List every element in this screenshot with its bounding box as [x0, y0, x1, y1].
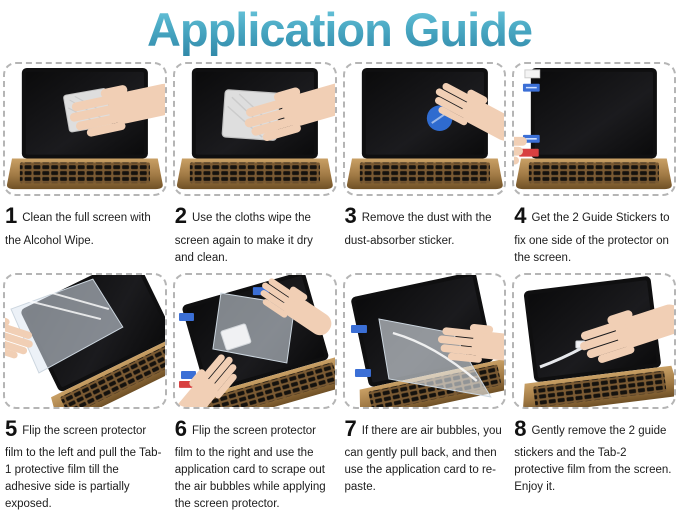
step-6-text: Flip the screen protector film to the right and use the application card to scrape out the air bubbles while applying the screen protector. — [174, 424, 326, 511]
step-3-caption — [345, 200, 505, 262]
step-8-image-frame — [512, 273, 676, 409]
step-5-caption — [5, 413, 165, 514]
guide-sticker-icon — [350, 325, 366, 333]
laptop-cloth-wipe-icon — [175, 64, 335, 194]
step-5-image-frame — [3, 273, 167, 409]
laptop-remove-tab2-icon — [514, 275, 674, 407]
step-6-number: 6 — [174, 415, 187, 441]
step-1-caption — [5, 200, 165, 262]
guide-sticker-icon — [354, 369, 370, 377]
step-2 — [173, 62, 337, 273]
step-1 — [3, 62, 167, 273]
step-3 — [343, 62, 507, 273]
laptop-alcohol-wipe-icon — [5, 64, 165, 194]
step-3-number: 3 — [344, 203, 357, 228]
step-7-number: 7 — [344, 415, 357, 441]
step-7-text: If there are air bubbles, you can gently pull back, and then use the application card to re-paste. — [344, 424, 502, 494]
step-8-number: 8 — [514, 415, 527, 441]
step-1-number: 1 — [5, 203, 18, 228]
step-5-number: 5 — [5, 415, 18, 441]
step-7-image-frame — [343, 273, 507, 409]
steps-row-1 — [3, 62, 676, 273]
step-7-caption — [345, 413, 505, 497]
step-4-image-frame — [512, 62, 676, 196]
step-4 — [512, 62, 676, 273]
laptop-flip-film-left-icon — [5, 275, 165, 407]
step-3-image-frame — [343, 62, 507, 196]
step-4-text: Get the 2 Guide Stickers to fix one side of the protector on the screen. — [514, 212, 670, 264]
step-6-caption — [175, 413, 335, 514]
laptop-guide-stickers-icon — [514, 64, 674, 194]
white-sticker-icon — [525, 70, 540, 78]
step-2-number: 2 — [174, 203, 187, 228]
step-8-caption — [514, 413, 674, 497]
page-title: Application Guide — [3, 0, 676, 62]
step-4-caption — [514, 200, 674, 267]
step-6-image-frame — [173, 273, 337, 409]
laptop-application-card-icon — [175, 275, 335, 407]
laptop-dust-absorber-sticker-icon — [345, 64, 505, 194]
step-3-text: Remove the dust with the dust-absorber sticker. — [344, 212, 492, 247]
step-2-text: Use the cloths wipe the screen again to make it dry and clean. — [174, 212, 313, 264]
step-1-image-frame — [3, 62, 167, 196]
step-5-text: Flip the screen protector film to the left and pull the Tab-1 protective film till the adhesive side is partially exposed. — [5, 424, 162, 511]
step-2-image-frame — [173, 62, 337, 196]
step-8 — [512, 273, 676, 520]
laptop-pull-back-film-icon — [345, 275, 505, 407]
guide-sticker-icon — [179, 313, 194, 321]
step-2-caption — [175, 200, 335, 267]
step-6 — [173, 273, 337, 520]
steps-row-2 — [3, 273, 676, 520]
step-1-text: Clean the full screen with the Alcohol Wipe. — [5, 212, 151, 247]
step-4-number: 4 — [514, 203, 527, 228]
step-7 — [343, 273, 507, 520]
step-8-text: Gently remove the 2 guide stickers and the Tab-2 protective film from the screen. Enjoy it. — [514, 424, 672, 494]
step-5 — [3, 273, 167, 520]
